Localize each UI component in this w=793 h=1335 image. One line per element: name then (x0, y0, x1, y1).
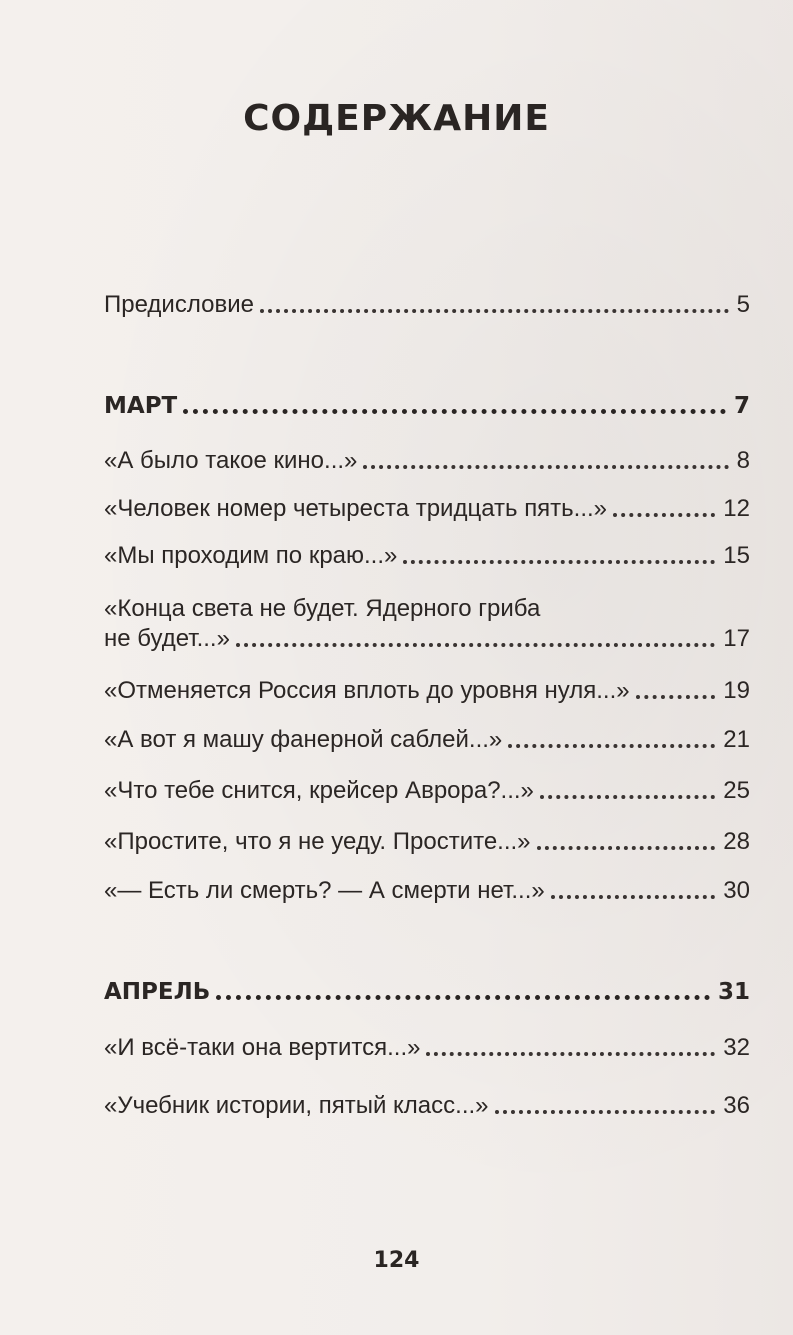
dot-leader (403, 560, 715, 564)
dot-leader (508, 744, 715, 748)
toc-entry-page: 36 (723, 1092, 750, 1119)
toc-entry-label: «Простите, что я не уеду. Простите...» (104, 828, 531, 855)
toc-entry-page: 21 (723, 726, 750, 753)
toc-entry-label: Предисловие (104, 291, 254, 318)
toc-entry-label: «Отменяется Россия вплоть до уровня нуля...» (104, 677, 630, 704)
dot-leader (551, 895, 716, 899)
toc-entry-label: «А вот я машу фанерной саблей...» (104, 726, 503, 753)
toc-entry (104, 539, 750, 573)
toc-entry-page: 5 (736, 291, 750, 318)
toc-entry-page: 25 (723, 777, 750, 804)
toc-entry (104, 1089, 750, 1123)
toc-entry-label: «Учебник истории, пятый класс...» (104, 1092, 489, 1119)
toc-entry (104, 674, 750, 708)
toc-entry-page: 17 (723, 625, 750, 652)
toc-section-march (104, 389, 750, 423)
toc-section-page: 7 (733, 393, 750, 419)
page-title: СОДЕРЖАНИЕ (243, 98, 550, 139)
toc-entry-preface (104, 288, 750, 322)
toc-entry-page: 19 (723, 677, 750, 704)
dot-leader (613, 513, 715, 517)
toc-entry-label: «Мы проходим по краю...» (104, 542, 398, 569)
toc-entry (104, 444, 750, 478)
toc-entry-page: 8 (736, 447, 750, 474)
toc-entry-page: 12 (723, 495, 750, 522)
page-number: 124 (373, 1248, 420, 1273)
toc-entry-label: «Что тебе снится, крейсер Аврора?...» (104, 777, 534, 804)
dot-leader (426, 1052, 715, 1056)
dot-leader (236, 643, 715, 647)
dot-leader (537, 846, 716, 850)
toc-entry (104, 825, 750, 859)
toc-entry (104, 874, 750, 908)
toc-entry-label-line1: «Конца света не будет. Ядерного гриба (104, 595, 541, 622)
dot-leader (216, 995, 710, 1000)
toc-entry-label: «А было такое кино...» (104, 447, 358, 474)
toc-entry (104, 723, 750, 757)
toc-section-label: АПРЕЛЬ (104, 979, 211, 1005)
dot-leader (495, 1110, 716, 1114)
toc-section-april (104, 975, 750, 1009)
dot-leader (636, 695, 716, 699)
toc-section-page: 31 (717, 979, 750, 1005)
dot-leader (363, 465, 728, 469)
dot-leader (260, 309, 729, 313)
toc-entry (104, 622, 750, 656)
toc-section-label: МАРТ (104, 393, 178, 419)
toc-entry (104, 1031, 750, 1065)
dot-leader (540, 795, 715, 799)
toc-entry (104, 492, 750, 526)
toc-entry-page: 30 (723, 877, 750, 904)
toc-entry-page: 15 (723, 542, 750, 569)
dot-leader (183, 409, 726, 414)
toc-entry-page: 28 (723, 828, 750, 855)
toc-entry-label: «— Есть ли смерть? — А смерти нет...» (104, 877, 545, 904)
toc-entry-label: не будет...» (104, 625, 230, 652)
toc-entry-page: 32 (723, 1034, 750, 1061)
toc-entry (104, 774, 750, 808)
toc-entry-label: «Человек номер четыреста тридцать пять...» (104, 495, 608, 522)
toc-entry-label: «И всё-таки она вертится...» (104, 1034, 421, 1061)
